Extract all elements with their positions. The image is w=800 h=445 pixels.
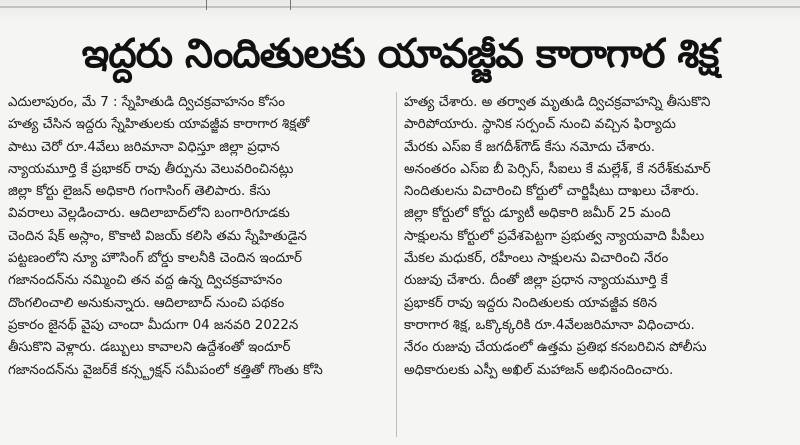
column-line: జిల్లా కోర్టు లైజన్ అధికారి గంగాసింగ్ తెలిపారు. కేసు	[8, 184, 271, 200]
article-column-left	[8, 92, 388, 382]
column-line: దొంగలించాలి అనుకున్నారు. ఆదిలాబాద్ నుంచి పథకం	[8, 295, 285, 311]
column-line: మేరకు ఎస్ఐ కే జగదీశ్‌గౌడ్ కేసు నమోదు చేశారు.	[404, 139, 655, 155]
column-line: సాక్షులను కోర్టులో ప్రవేశపెట్టగా ప్రభుత్వ న్యాయవాది పీపీలు	[404, 228, 705, 244]
column-line: నిందితులను విచారించి కోర్టులో చార్జిషీటు దాఖలు చేశారు.	[404, 184, 700, 200]
column-line: రుజువు చేశారు. దీంతో జిల్లా ప్రధాన న్యాయమూర్తి కే	[404, 273, 668, 289]
top-margin-strip	[0, 0, 800, 22]
top-divider-rule	[0, 6, 800, 8]
column-line: ప్రకారం జైనథ్ వైపు చాందా మీదుగా 04 జనవరి 2022న	[8, 317, 299, 333]
column-tick	[206, 0, 207, 10]
column-line: వివరాలు వెల్లడించారు. ఆదిలాబాద్‌లోని బంగారిగూడకు	[8, 206, 290, 222]
column-line: గజానందన్‌ను వైజర్‌కే కన్స్ట్రక్షన్ సమీపంలో కత్తితో గొంతు కోసి	[8, 362, 323, 378]
column-line: కారాగార శిక్ష, ఒక్కొక్కరికి రూ.4వేలజరిమానా విధించారు.	[404, 317, 695, 333]
column-line: తీసుకొని వెళ్లారు. డబ్బులు కావాలని ఉద్దేశంతో ఇందూర్	[8, 340, 291, 356]
article-column-right	[404, 92, 790, 382]
column-line: హత్య చేశారు. అ తర్వాత మృతుడి ద్విచక్రవాహన్ని తీసుకొని	[404, 95, 711, 110]
article-headline: ఇద్దరు నిందితులకు యావజ్జీవ కారాగార శిక్ష	[81, 31, 719, 77]
column-line: అనంతరం ఎస్ఐ బీ పెర్సిస్, సీఐలు కే మల్లేశ్, కే నరేశ్‌కుమార్	[404, 161, 711, 177]
column-line: న్యాయమూర్తి కే ప్రభాకర్ రావు తీర్పును వెలువరించినట్లు	[8, 161, 294, 177]
column-line: మేకల మధుకర్, రహీంలు సాక్షులను విచారించి నేరం	[404, 251, 669, 267]
column-line: పారిపోయారు. స్థానిక సర్పంచ్ నుంచి వచ్చిన ఫిర్యాదు	[404, 117, 676, 133]
column-line: గజానందన్‌ను నమ్మించి తన వద్ద ఉన్న ద్విచక్రవాహనం	[8, 273, 283, 289]
column-tick	[290, 0, 291, 10]
column-line: ప్రభాకర్ రావు ఇద్దరు నిందితులకు యావజ్జీవ కఠిన	[404, 295, 658, 311]
column-line: జిల్లా కోర్టులో కోర్టు డ్యూటీ అధికారి జమీర్ 25 మంది	[404, 206, 671, 222]
column-line: పట్టణంలోని న్యూ హౌసింగ్ బోర్డు కాలనీకి చెందిన ఇందూర్	[8, 251, 302, 267]
column-line: నేరం రుజువు చేయడంలో ఉత్తమ ప్రతిభ కనబరిచిన పోలీసు	[404, 340, 707, 356]
column-line: అధికారులకు ఎస్పీ అఖిల్ మహాజన్ అభినందించారు.	[404, 362, 674, 378]
column-line: ఎదులాపురం, మే 7 : స్నేహితుడి ద్విచక్రవాహనం కోసం	[8, 95, 285, 110]
column-divider	[396, 92, 397, 437]
column-line: హత్య చేసిన ఇద్దరు స్నేహితులకు యావజ్జీవ కారాగార శిక్షతో	[8, 117, 310, 133]
column-line: పాటు చెరో రూ.4వేలు జరిమానా విధిస్తూ జిల్లా ప్రధాన	[8, 139, 280, 155]
column-line: చెందిన షేక్ అస్లాం, కొకాటి విజయ్ కలిసి తమ స్నేహితుడైన	[8, 228, 307, 244]
